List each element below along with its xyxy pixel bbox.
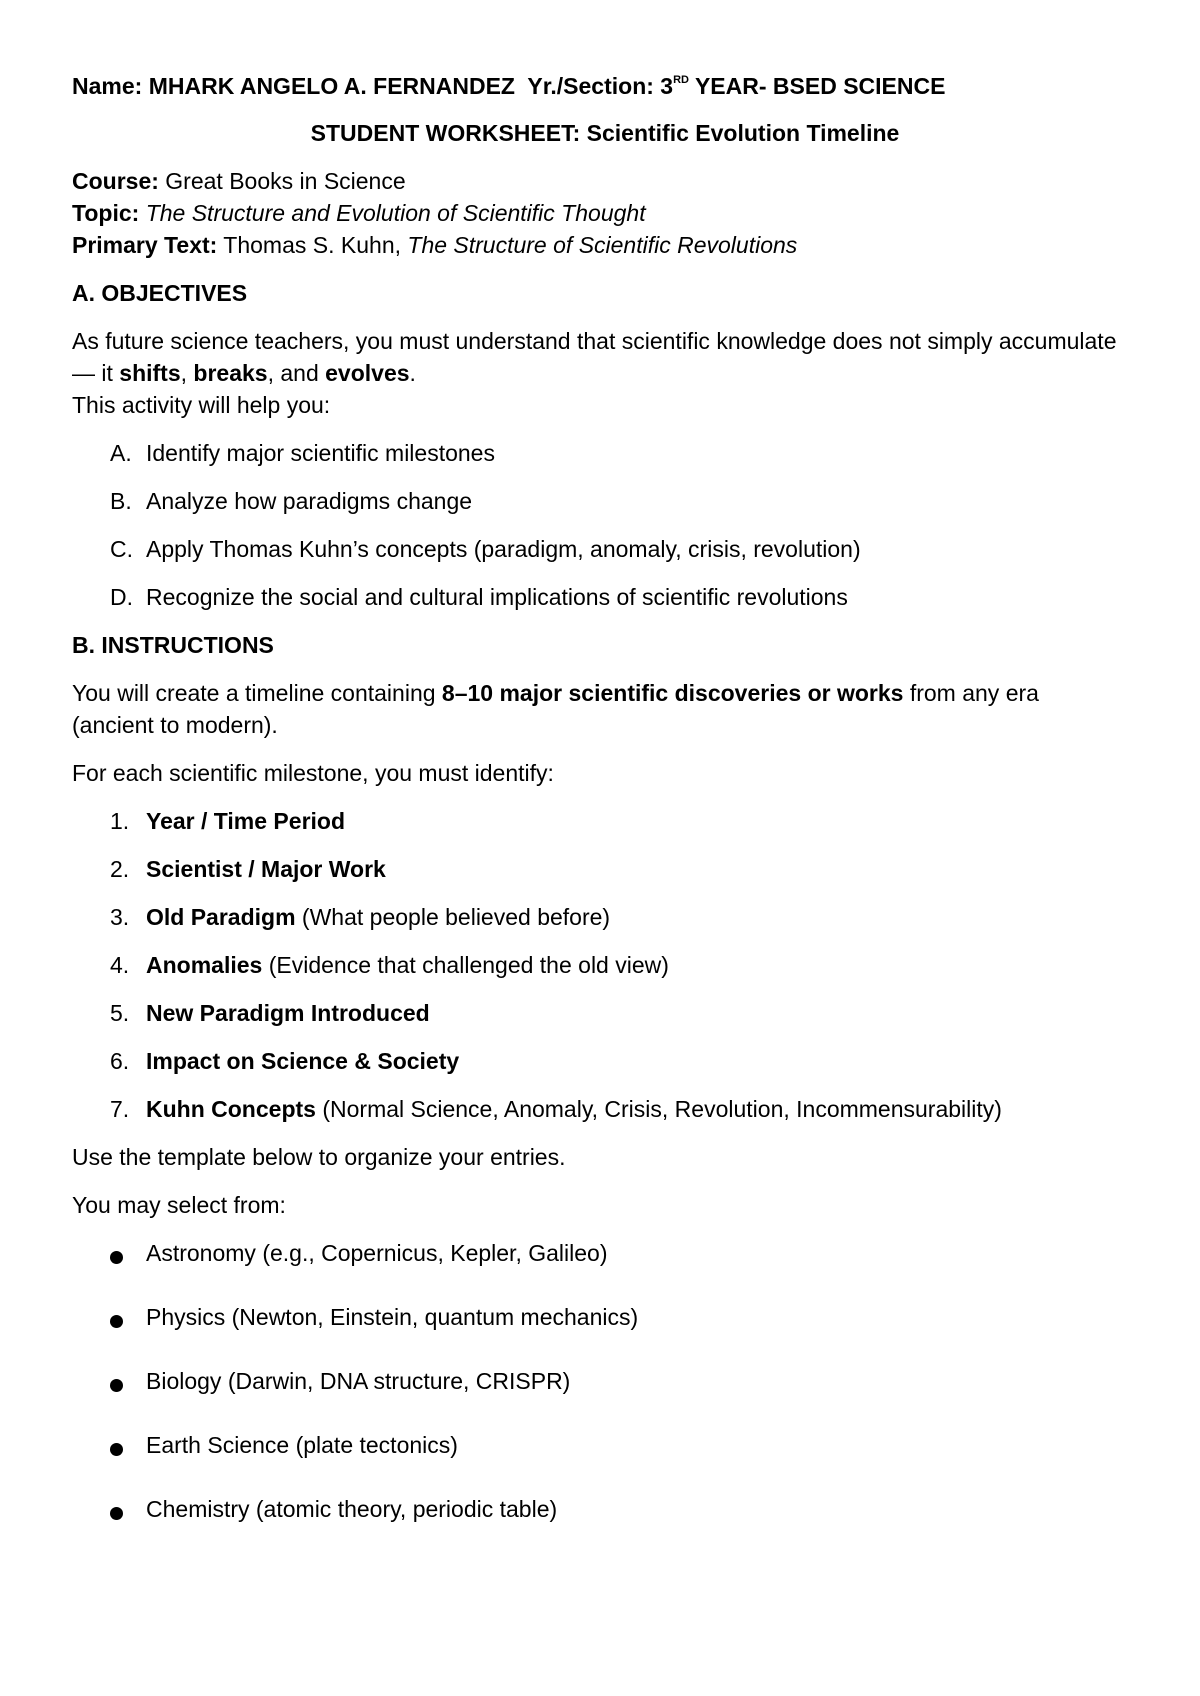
- list-item-label: Scientist / Major Work: [146, 856, 386, 882]
- section-superscript: RD: [673, 74, 689, 86]
- list-item-label: Kuhn Concepts: [146, 1096, 316, 1122]
- list-item: [72, 949, 1120, 981]
- word-shifts: shifts: [119, 360, 181, 386]
- word-evolves: evolves: [325, 360, 410, 386]
- bullet-icon: [110, 1251, 123, 1264]
- section-value: YEAR- BSED SCIENCE: [688, 73, 946, 99]
- list-marker: 2.: [110, 856, 130, 882]
- list-marker: D.: [110, 584, 133, 610]
- list-item-label: New Paradigm Introduced: [146, 1000, 430, 1026]
- course-value: Great Books in Science: [165, 168, 406, 194]
- topic-value: The Structure and Evolution of Scientific Thought: [145, 200, 646, 226]
- list-item: [72, 1237, 1120, 1269]
- instructions-heading: B. INSTRUCTIONS: [72, 632, 274, 658]
- list-item: [72, 485, 1120, 517]
- list-item: [72, 533, 1120, 565]
- list-item-label: Year / Time Period: [146, 808, 346, 834]
- list-marker: A.: [110, 440, 132, 466]
- list-item-text: Physics (Newton, Einstein, quantum mechanics): [146, 1304, 639, 1330]
- objectives-intro-text: As future science teachers, you must understand that scientific knowledge does not simply accumulate — it: [72, 328, 1117, 386]
- objectives-heading: A. OBJECTIVES: [72, 280, 248, 306]
- list-item-text: Chemistry (atomic theory, periodic table): [146, 1496, 558, 1522]
- list-item-text: Biology (Darwin, DNA structure, CRISPR): [146, 1368, 571, 1394]
- identify-list: [72, 805, 1120, 1125]
- list-item-text: Astronomy (e.g., Copernicus, Kepler, Galileo): [146, 1240, 608, 1266]
- bullet-icon: [110, 1379, 123, 1392]
- list-item: [72, 1093, 1120, 1125]
- instructions-intro-text: You will create a timeline containing: [72, 680, 442, 706]
- name-label: Name:: [72, 73, 149, 99]
- list-item: [72, 1429, 1120, 1461]
- list-item-label: Impact on Science & Society: [146, 1048, 460, 1074]
- list-marker: C.: [110, 536, 133, 562]
- list-marker: 6.: [110, 1048, 130, 1074]
- list-item-text: Earth Science (plate tectonics): [146, 1432, 458, 1458]
- student-name: MHARK ANGELO A. FERNANDEZ: [148, 73, 515, 99]
- course-meta: [72, 165, 1120, 261]
- topic-line: [72, 197, 1120, 229]
- topic-label: Topic:: [72, 200, 140, 226]
- list-item-label: Anomalies: [146, 952, 263, 978]
- list-item: [72, 1365, 1120, 1397]
- instructions-intro: [72, 677, 1120, 741]
- list-marker: 7.: [110, 1096, 130, 1122]
- select-from: You may select from:: [72, 1192, 286, 1218]
- list-item-text: (Normal Science, Anomaly, Crisis, Revolution, Incommensurability): [315, 1096, 1002, 1122]
- objectives-intro: [72, 325, 1120, 389]
- objectives-list: [72, 437, 1120, 613]
- template-note: Use the template below to organize your entries.: [72, 1144, 566, 1170]
- list-item: [72, 901, 1120, 933]
- list-marker: 4.: [110, 952, 130, 978]
- list-item-text: Recognize the social and cultural implications of scientific revolutions: [146, 584, 848, 610]
- list-marker: 1.: [110, 808, 130, 834]
- intro-period: .: [409, 360, 416, 386]
- objectives-intro-2: This activity will help you:: [72, 392, 331, 418]
- primary-text-author: Thomas S. Kuhn,: [223, 232, 408, 258]
- list-marker: B.: [110, 488, 132, 514]
- instructions-identify: For each scientific milestone, you must identify:: [72, 760, 554, 786]
- separator-1: ,: [180, 360, 194, 386]
- list-item-label: Old Paradigm: [146, 904, 296, 930]
- list-item-text: (What people believed before): [295, 904, 611, 930]
- student-header: [72, 70, 1120, 102]
- list-item-text: Analyze how paradigms change: [146, 488, 473, 514]
- section-label: Yr./Section: 3: [527, 73, 674, 99]
- bullet-icon: [110, 1507, 123, 1520]
- list-item: [72, 805, 1120, 837]
- course-line: [72, 165, 1120, 197]
- list-item: [72, 1493, 1120, 1525]
- field-options-list: [72, 1237, 1120, 1525]
- list-item: [72, 853, 1120, 885]
- list-item: [72, 1301, 1120, 1333]
- list-item-text: (Evidence that challenged the old view): [262, 952, 669, 978]
- word-breaks: breaks: [193, 360, 268, 386]
- list-item: [72, 581, 1120, 613]
- instructions-intro-end: from any era (ancient to modern).: [72, 680, 1039, 738]
- bullet-icon: [110, 1315, 123, 1328]
- course-label: Course:: [72, 168, 159, 194]
- list-item: [72, 1045, 1120, 1077]
- list-marker: 5.: [110, 1000, 130, 1026]
- primary-text-title: The Structure of Scientific Revolutions: [407, 232, 798, 258]
- page-title: STUDENT WORKSHEET: Scientific Evolution Timeline: [310, 120, 900, 146]
- primary-text-label: Primary Text:: [72, 232, 218, 258]
- separator-2: , and: [267, 360, 326, 386]
- list-item-text: Identify major scientific milestones: [146, 440, 495, 466]
- list-item: [72, 997, 1120, 1029]
- list-marker: 3.: [110, 904, 130, 930]
- instructions-count: 8–10 major scientific discoveries or works: [441, 680, 904, 706]
- bullet-icon: [110, 1443, 123, 1456]
- primary-text-line: [72, 229, 1120, 261]
- list-item-text: Apply Thomas Kuhn’s concepts (paradigm, anomaly, crisis, revolution): [146, 536, 861, 562]
- list-item: [72, 437, 1120, 469]
